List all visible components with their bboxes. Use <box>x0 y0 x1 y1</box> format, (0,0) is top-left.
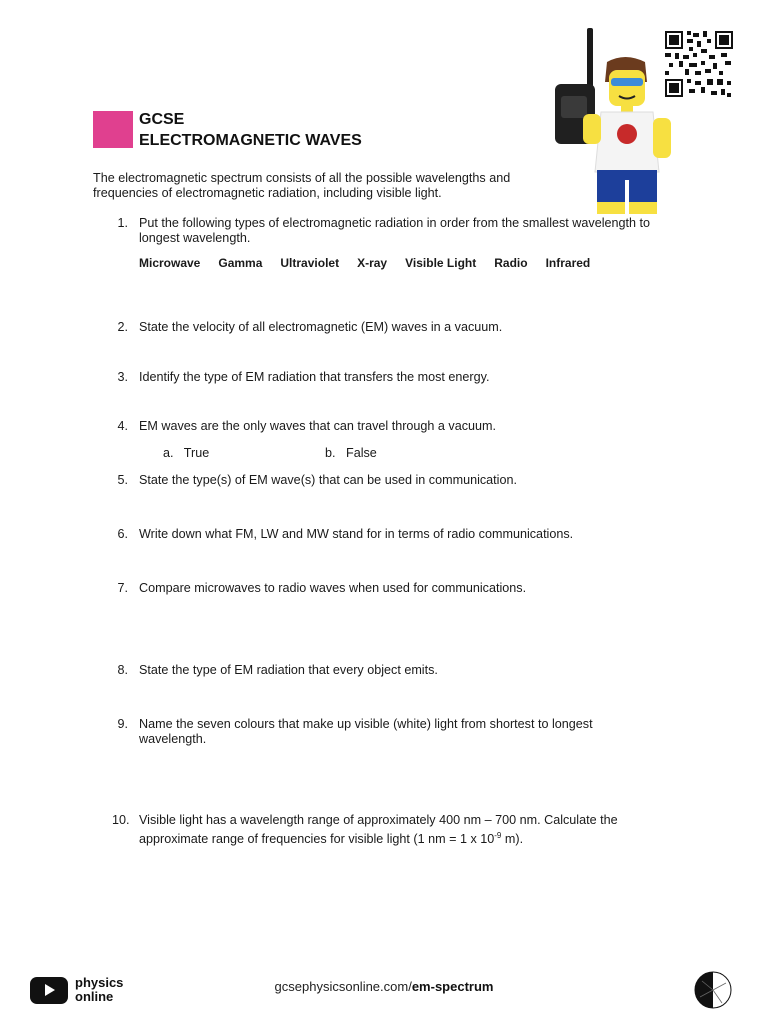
url-prefix: gcsephysicsonline.com/ <box>274 979 412 994</box>
question-text <box>139 813 659 847</box>
word-list <box>139 256 608 270</box>
question-5 <box>112 473 672 488</box>
question-4 <box>112 419 672 434</box>
url-path: em-spectrum <box>411 979 494 994</box>
question-number: 10. <box>112 813 130 827</box>
circle-logo-icon <box>694 971 732 1009</box>
option-letter: a. <box>163 446 174 460</box>
word-item: Gamma <box>218 256 263 270</box>
brand-line-1: physics <box>75 975 124 990</box>
footer-url[interactable] <box>0 979 768 994</box>
question-text: Compare microwaves to radio waves when used for communications. <box>139 581 527 595</box>
question-6 <box>112 527 672 542</box>
word-item: Microwave <box>139 256 201 270</box>
intro-text: The electromagnetic spectrum consists of all the possible wavelengths and frequencies of electromagnetic radiation, including visible light. <box>93 171 511 200</box>
question-text: State the velocity of all electromagnetic (EM) waves in a vacuum. <box>139 320 503 334</box>
word-item: Radio <box>494 256 528 270</box>
lego-figure-icon <box>545 26 685 221</box>
question-text: Put the following types of electromagnetic radiation in order from the smallest wavelength to longest wavelength. <box>139 216 651 245</box>
title-line-1: GCSE <box>139 111 185 128</box>
word-item: Visible Light <box>405 256 477 270</box>
question-text: Name the seven colours that make up visible (white) light from shortest to longest wavelength. <box>139 717 593 746</box>
word-item: Infrared <box>545 256 591 270</box>
question-number: 2. <box>117 320 128 334</box>
question-number: 4. <box>117 419 128 433</box>
page-title <box>139 109 362 151</box>
word-item: X-ray <box>357 256 388 270</box>
exponent: -9 <box>494 831 502 840</box>
question-number: 1. <box>117 216 128 230</box>
accent-square <box>93 111 133 148</box>
question-text: State the type of EM radiation that every object emits. <box>139 663 438 677</box>
option-false[interactable] <box>325 446 377 460</box>
question-9 <box>112 717 672 747</box>
question-text: Write down what FM, LW and MW stand for in terms of radio communications. <box>139 527 574 541</box>
question-text: State the type(s) of EM wave(s) that can be used in communication. <box>139 473 517 487</box>
question-2 <box>112 320 672 335</box>
option-label: False <box>346 446 377 460</box>
question-text-part: Visible light has a wavelength range of approximately 400 nm – 700 nm. Calculate the approximate range of frequencies for visible light (1 nm = 1 x 10 <box>139 813 618 847</box>
brand-line-2: online <box>75 989 114 1004</box>
option-label: True <box>183 446 210 460</box>
question-10 <box>112 813 672 847</box>
question-number: 9. <box>117 717 128 731</box>
option-true[interactable] <box>163 446 209 460</box>
question-number: 3. <box>117 370 128 384</box>
option-letter: b. <box>325 446 336 460</box>
question-number: 5. <box>117 473 128 487</box>
question-text: EM waves are the only waves that can travel through a vacuum. <box>139 419 497 433</box>
question-8 <box>112 663 672 678</box>
title-line-2: ELECTROMAGNETIC WAVES <box>139 132 362 149</box>
question-text: Identify the type of EM radiation that transfers the most energy. <box>139 370 490 384</box>
question-number: 6. <box>117 527 128 541</box>
question-text-part: m). <box>501 832 524 847</box>
question-3 <box>112 370 672 385</box>
question-number: 7. <box>117 581 128 595</box>
question-1 <box>112 216 672 246</box>
word-item: Ultraviolet <box>280 256 340 270</box>
question-7 <box>112 581 672 596</box>
question-number: 8. <box>117 663 128 677</box>
